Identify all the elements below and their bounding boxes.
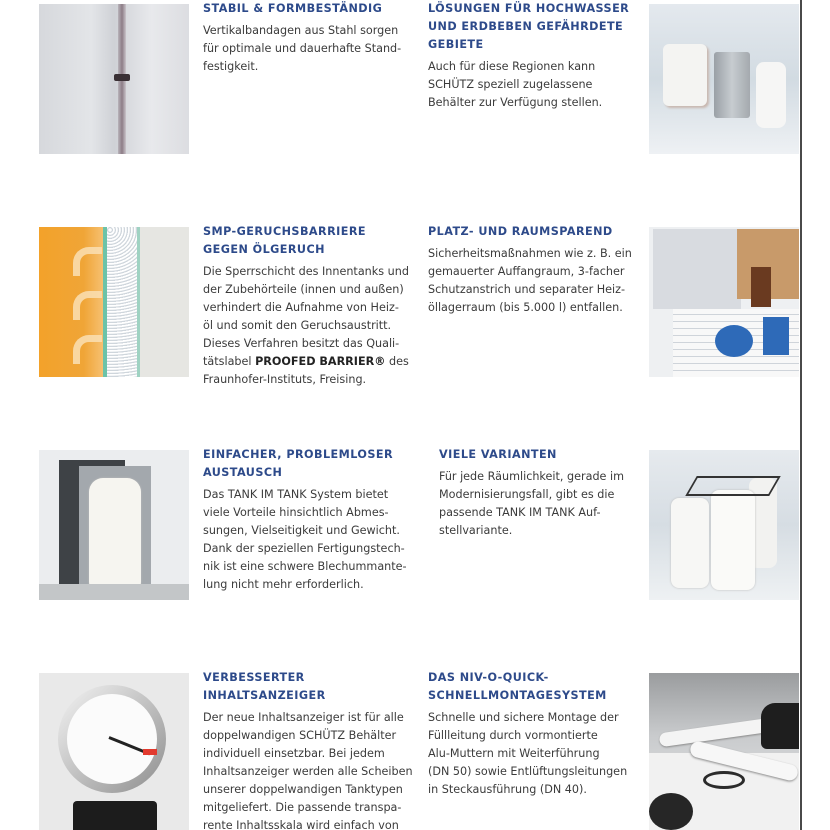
section-body — [203, 486, 418, 594]
body-line: der Zubehörteile (innen und außen) — [203, 283, 404, 296]
body-line: tätslabel PROOFED BARRIER® des — [203, 355, 409, 368]
heading-line: INHALTSANZEIGER — [203, 689, 326, 702]
section-heading — [428, 669, 643, 705]
tank-slim — [756, 62, 786, 128]
body-line: Inhaltsanzeiger werden alle Scheiben — [203, 765, 413, 778]
body-line: mitgeliefert. Die passende transpa- — [203, 801, 402, 814]
steel-band-photo — [39, 4, 189, 154]
odor-arrow-icon — [73, 291, 102, 320]
section-heading — [203, 223, 418, 259]
body-line: SCHÜTZ speziell zugelassene — [428, 78, 593, 91]
page-margin — [802, 0, 830, 830]
pipe-frame — [685, 476, 781, 496]
gauge-base — [73, 801, 157, 830]
section-body — [428, 58, 643, 112]
section-niv-o-quick — [428, 669, 643, 799]
body-line: verhindert die Aufnahme von Heiz- — [203, 301, 399, 314]
pipe-system-photo — [649, 673, 799, 830]
tank-front-right — [711, 490, 755, 590]
body-line: unserer doppelwandigen Tanktypen — [203, 783, 403, 796]
heading-line: SMP-GERUCHSBARRIERE — [203, 225, 367, 238]
section-body — [203, 22, 418, 76]
body-line: in Steckausführung (DN 40). — [428, 783, 587, 796]
section-heading — [428, 0, 643, 54]
section-hochwasser — [428, 0, 643, 112]
body-line: doppelwandigen SCHÜTZ Behälter — [203, 729, 397, 742]
body-line: nik ist eine schwere Blechummante- — [203, 560, 407, 573]
tanks-photo — [649, 4, 799, 154]
quality-label: PROOFED BARRIER® — [255, 355, 386, 368]
body-line: Dank der speziellen Fertigungstech- — [203, 542, 405, 555]
gauge-photo — [39, 673, 189, 830]
section-geruchsbarriere — [203, 223, 418, 389]
odor-arrow-icon — [73, 335, 102, 364]
tank-door-photo — [39, 450, 189, 600]
heading-line: EINFACHER, PROBLEMLOSER — [203, 448, 394, 461]
body-line: Die Sperrschicht des Innentanks und — [203, 265, 409, 278]
body-line: Der neue Inhaltsanzeiger ist für alle — [203, 711, 404, 724]
body-line: rente Inhaltsskala wird einfach von — [203, 819, 399, 830]
pipe-flange — [703, 771, 745, 789]
black-elbow — [761, 703, 799, 749]
section-heading: PLATZ- UND RAUMSPAREND — [428, 225, 613, 238]
floor — [39, 584, 189, 600]
section-body — [428, 709, 643, 799]
tank-steel — [714, 52, 750, 118]
tank-white — [663, 44, 707, 106]
body-line: Schutzanstrich und separater Heiz- — [428, 283, 626, 296]
blue-mat — [715, 325, 753, 357]
body-line: Sicherheitsmaßnahmen wie z. B. ein — [428, 247, 632, 260]
band-clip — [114, 74, 130, 81]
body-line: Alu-Muttern mit Weiterführung — [428, 747, 600, 760]
body-line: festigkeit. — [203, 60, 259, 73]
body-line: passende TANK IM TANK Auf- — [439, 506, 601, 519]
section-body — [203, 709, 418, 830]
body-line: (DN 50) sowie Entlüftungsleitungen — [428, 765, 628, 778]
body-line: Behälter zur Verfügung stellen. — [428, 96, 603, 109]
room-illustration — [649, 227, 799, 377]
body-line: für optimale und dauerhafte Stand- — [203, 42, 402, 55]
body-line: stellvariante. — [439, 524, 513, 537]
body-line: Fraunhofer-Instituts, Freising. — [203, 373, 367, 386]
heading-line: GEBIETE — [428, 38, 484, 51]
section-platzsparend — [428, 223, 643, 317]
section-austausch — [203, 446, 418, 594]
heading-line: LÖSUNGEN FÜR HOCHWASSER — [428, 2, 630, 15]
white-tank — [89, 478, 141, 596]
black-cap — [649, 793, 693, 830]
body-line: öl und somit den Geruchsaustritt. — [203, 319, 392, 332]
section-stabil — [203, 0, 418, 76]
body-line: Auch für diese Regionen kann — [428, 60, 596, 73]
body-line: sungen, Vielseitigkeit und Gewicht. — [203, 524, 400, 537]
section-inhaltsanzeiger — [203, 669, 418, 830]
heading-line: SCHNELLMONTAGESYSTEM — [428, 689, 607, 702]
section-heading: STABIL & FORMBESTÄNDIG — [203, 2, 383, 15]
barrier-diagram — [39, 227, 189, 377]
body-line: Dieses Verfahren besitzt das Quali- — [203, 337, 400, 350]
tank-variants-photo — [649, 450, 799, 600]
heading-line: GEGEN ÖLGERUCH — [203, 243, 325, 256]
body-line: gemauerter Auffangraum, 3-facher — [428, 265, 625, 278]
body-line: Schnelle und sichere Montage der — [428, 711, 619, 724]
barrier-layer — [103, 227, 140, 377]
section-heading — [203, 446, 418, 482]
heading-line: DAS NIV-O-QUICK- — [428, 671, 549, 684]
section-body — [428, 245, 643, 317]
heading-line: UND ERDBEBEN GEFÄHRDETE — [428, 20, 624, 33]
blue-rug — [763, 317, 789, 355]
body-line: Modernisierungsfall, gibt es die — [439, 488, 615, 501]
heading-line: AUSTAUSCH — [203, 466, 283, 479]
odor-arrow-icon — [73, 247, 102, 276]
body-line: Für jede Räumlichkeit, gerade im — [439, 470, 624, 483]
body-line: öllagerraum (bis 5.000 l) entfallen. — [428, 301, 623, 314]
body-line: individuell einsetzbar. Bei jedem — [203, 747, 385, 760]
section-body — [439, 468, 654, 540]
body-line: Vertikalbandagen aus Stahl sorgen — [203, 24, 399, 37]
body-line: lung nicht mehr erforderlich. — [203, 578, 364, 591]
section-body — [203, 263, 418, 389]
section-varianten — [439, 446, 654, 540]
tank-room — [653, 229, 741, 309]
section-heading — [203, 669, 418, 705]
tank-front-left — [671, 498, 709, 588]
body-line: Das TANK IM TANK System bietet — [203, 488, 389, 501]
gauge-red-mark — [143, 749, 157, 755]
section-heading: VIELE VARIANTEN — [439, 448, 557, 461]
body-line: viele Vorteile hinsichtlich Abmes- — [203, 506, 389, 519]
body-line: Füllleitung durch vormontierte — [428, 729, 598, 742]
heading-line: VERBESSERTER — [203, 671, 305, 684]
door — [751, 267, 771, 307]
